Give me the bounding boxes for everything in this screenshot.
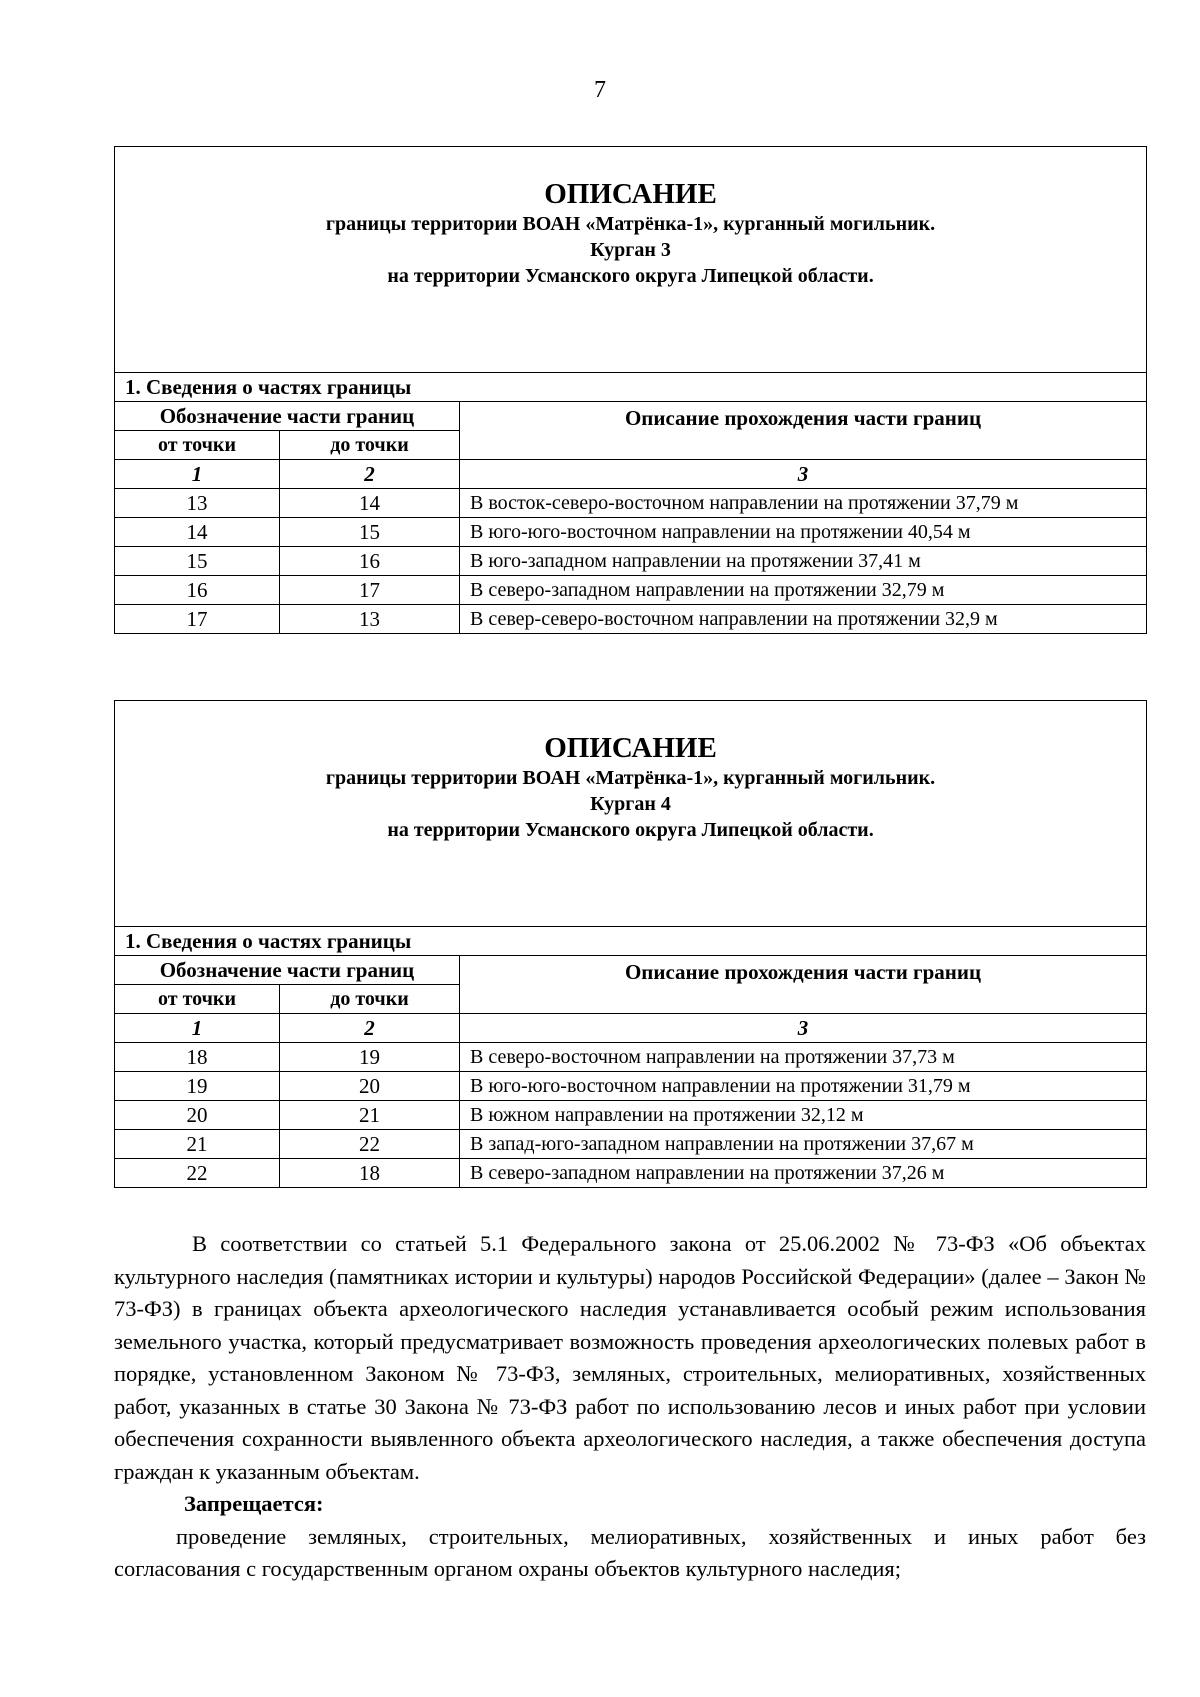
table-row [115, 547, 1147, 576]
legal-paragraph: В соответствии со статьей 5.1 Федерального закона от 25.06.2002 № 73-ФЗ «Об объектах культурного наследия (памятниках истории и культуры) народов Российской Федерации» (далее – Закон № 73-ФЗ) в границах объекта археологического наследия устанавливается особый режим использования земельного участка, который предусматривает возможность проведения археологических полевых работ в порядке, установленном Законом № 73-ФЗ, земляных, строительных, мелиоративных, хозяйственных работ, указанных в статье 30 Закона № 73-ФЗ работ по использованию лесов и иных работ при условии обеспечения сохранности выявленного объекта археологического наследия, а также обеспечения доступа граждан к указанным объектам. [114, 1231, 1146, 1484]
from-point: 18 [115, 1043, 280, 1072]
table-row [115, 1159, 1147, 1188]
table-row [115, 518, 1147, 547]
column-description-header: Описание прохождения части границ [460, 402, 1147, 460]
from-point: 21 [115, 1130, 280, 1159]
description-header [115, 701, 1147, 927]
boundary-description-kurgan-3 [114, 146, 1146, 634]
forbidden-item: проведение земляных, строительных, мелиоративных, хозяйственных и иных работ без согласования с государственным органом охраны объектов культурного наследия; [114, 1523, 1146, 1581]
page-number: 7 [594, 77, 606, 103]
column-from-header: от точки [115, 985, 280, 1014]
column-description-header: Описание прохождения части границ [460, 956, 1147, 1014]
to-point: 16 [280, 547, 460, 576]
segment-description: В северо-восточном направлении на протяжении 37,73 м [460, 1043, 1147, 1072]
column-number: 3 [460, 460, 1147, 489]
column-group-header: Обозначение части границ [115, 956, 460, 985]
to-point: 19 [280, 1043, 460, 1072]
segment-description: В северо-западном направлении на протяжении 32,79 м [460, 576, 1147, 605]
from-point: 13 [115, 489, 280, 518]
table-row [115, 576, 1147, 605]
from-point: 22 [115, 1159, 280, 1188]
section-heading: 1. Сведения о частях границы [115, 927, 1147, 956]
column-number: 2 [280, 460, 460, 489]
table-row [115, 605, 1147, 634]
from-point: 16 [115, 576, 280, 605]
to-point: 18 [280, 1159, 460, 1188]
segment-description: В северо-западном направлении на протяжении 37,26 м [460, 1159, 1147, 1188]
boundary-table [114, 700, 1147, 1188]
to-point: 22 [280, 1130, 460, 1159]
territory-label: на территории Усманского округа Липецкой области. [387, 265, 874, 287]
description-header [115, 147, 1147, 373]
column-number: 3 [460, 1014, 1147, 1043]
description-subtitle: границы территории ВОАН «Матрёнка-1», курганный могильник. [325, 767, 936, 789]
to-point: 20 [280, 1072, 460, 1101]
column-from-header: от точки [115, 431, 280, 460]
legal-text [114, 1228, 1146, 1586]
kurgan-label: Курган 4 [590, 793, 671, 815]
to-point: 17 [280, 576, 460, 605]
segment-description: В южном направлении на протяжении 32,12 м [460, 1101, 1147, 1130]
to-point: 21 [280, 1101, 460, 1130]
to-point: 14 [280, 489, 460, 518]
table-row [115, 1101, 1147, 1130]
segment-description: В юго-юго-восточном направлении на протяжении 40,54 м [460, 518, 1147, 547]
column-number: 2 [280, 1014, 460, 1043]
column-to-header: до точки [280, 431, 460, 460]
from-point: 17 [115, 605, 280, 634]
to-point: 15 [280, 518, 460, 547]
description-subtitle: границы территории ВОАН «Матрёнка-1», курганный могильник. [325, 213, 936, 235]
table-row [115, 1072, 1147, 1101]
column-group-header: Обозначение части границ [115, 402, 460, 431]
territory-label: на территории Усманского округа Липецкой области. [387, 819, 874, 841]
description-title: ОПИСАНИЕ [544, 732, 717, 764]
column-to-header: до точки [280, 985, 460, 1014]
kurgan-label: Курган 3 [590, 239, 671, 261]
description-title: ОПИСАНИЕ [544, 178, 717, 210]
segment-description: В запад-юго-западном направлении на протяжении 37,67 м [460, 1130, 1147, 1159]
from-point: 15 [115, 547, 280, 576]
column-number: 1 [115, 1014, 280, 1043]
segment-description: В юго-западном направлении на протяжении 37,41 м [460, 547, 1147, 576]
table-row [115, 489, 1147, 518]
segment-description: В север-северо-восточном направлении на протяжении 32,9 м [460, 605, 1147, 634]
section-heading: 1. Сведения о частях границы [115, 373, 1147, 402]
from-point: 19 [115, 1072, 280, 1101]
column-number: 1 [115, 460, 280, 489]
to-point: 13 [280, 605, 460, 634]
table-row [115, 1043, 1147, 1072]
segment-description: В юго-юго-восточном направлении на протяжении 31,79 м [460, 1072, 1147, 1101]
from-point: 14 [115, 518, 280, 547]
boundary-table [114, 146, 1147, 634]
boundary-description-kurgan-4 [114, 700, 1146, 1188]
segment-description: В восток-северо-восточном направлении на протяжении 37,79 м [460, 489, 1147, 518]
forbidden-heading: Запрещается: [184, 1491, 324, 1516]
from-point: 20 [115, 1101, 280, 1130]
table-row [115, 1130, 1147, 1159]
